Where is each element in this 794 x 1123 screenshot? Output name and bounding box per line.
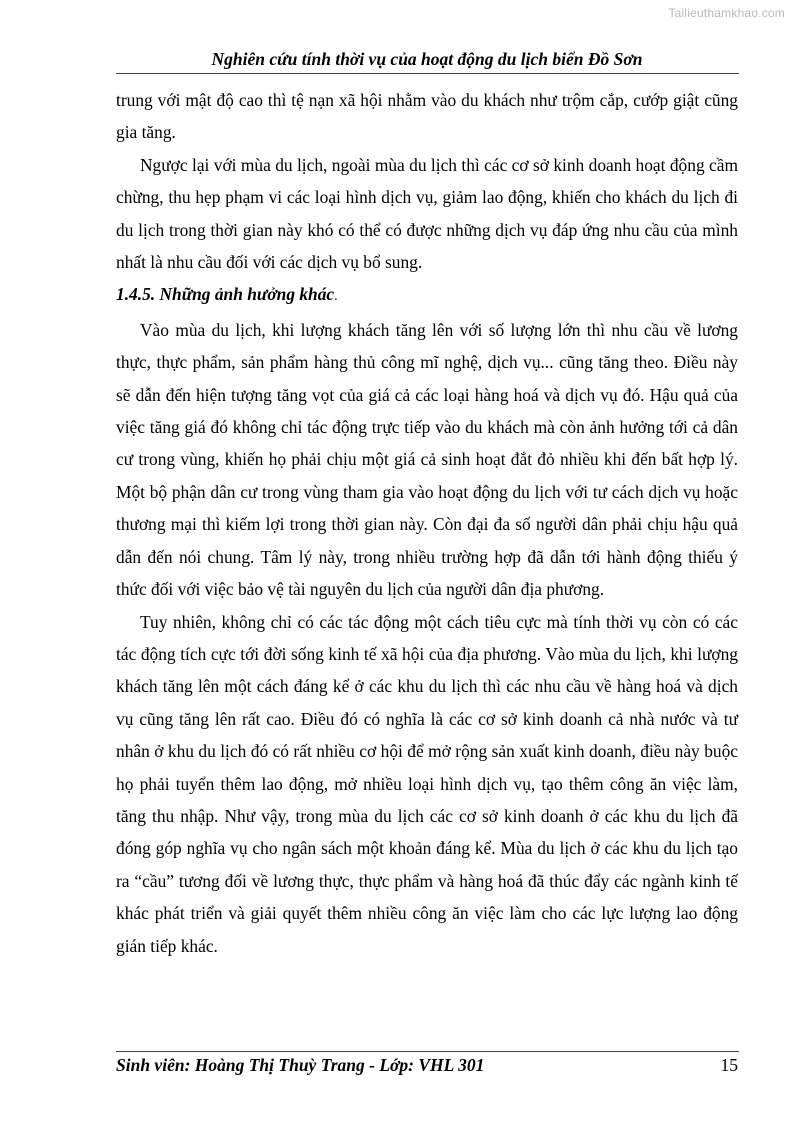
- page-header-title: Nghiên cứu tính thời vụ của hoạt động du lịch biển Đồ Sơn: [211, 49, 643, 69]
- header-divider: [116, 73, 739, 74]
- paragraph-price-impact: Vào mùa du lịch, khi lượng khách tăng lên với số lượng lớn thì nhu cầu về lương thực, thực phẩm, sản phẩm hàng thủ công mĩ nghệ, dịch vụ... cũng tăng theo. Điều này sẽ dẫn đến hiện tượng tăng vọt của giá cả các loại hàng hoá và dịch vụ đó. Hậu quả của việc tăng giá đó không chỉ tác động trực tiếp vào du khách mà còn ảnh hưởng tới cả dân cư trong vùng, khiến họ phải chịu một giá cả sinh hoạt đắt đỏ nhiều khi đến bất hợp lý. Một bộ phận dân cư trong vùng tham gia vào hoạt động du lịch với tư cách dịch vụ hoặc thương mại thì kiếm lợi trong thời gian này. Còn đại đa số người dân phải chịu hậu quả dẫn đến nói chung. Tâm lý này, trong nhiều trường hợp đã dẫn tới hành động thiếu ý thức đối với việc bảo vệ tài nguyên du lịch của người dân địa phương.: [116, 319, 738, 600]
- section-heading-dot: .: [334, 289, 338, 305]
- footer-author: Sinh viên: Hoàng Thị Thuỳ Trang - Lớp: VHL 301: [116, 1055, 485, 1075]
- paragraph-positive-impact: Tuy nhiên, không chỉ có các tác động một cách tiêu cực mà tính thời vụ còn có các tác động tích cực tới đời sống kinh tế xã hội của địa phương. Vào mùa du lịch, khi lượng khách tăng lên một cách đáng kể ở các khu du lịch thì các nhu cầu về hàng hoá và dịch vụ cũng tăng lên rất cao. Điều đó có nghĩa là các cơ sở kinh doanh cả nhà nước và tư nhân ở khu du lịch đó có rất nhiều cơ hội để mở rộng sản xuất kinh doanh, điều này buộc họ phải tuyển thêm lao động, mở nhiều loại hình dịch vụ, tạo thêm công ăn việc làm, tăng thu nhập. Như vậy, trong mùa du lịch các cơ sở kinh doanh ở các khu du lịch đã đóng góp nghĩa vụ cho ngân sách một khoản đáng kể. Mùa du lịch ở các khu du lịch tạo ra “cầu” tương đối về lương thực, thực phẩm và hàng hoá đã thúc đẩy các ngành kinh tế khác phát triển và giải quyết thêm nhiều công ăn việc làm cho các lực lượng lao động gián tiếp khác.: [116, 611, 738, 956]
- paragraph-continuation: trung với mật độ cao thì tệ nạn xã hội nhằm vào du khách như trộm cắp, cướp giật cũng gia tăng.: [116, 90, 738, 143]
- paragraph-off-season: Ngược lại với mùa du lịch, ngoài mùa du lịch thì các cơ sở kinh doanh hoạt động cầm chừng, thu hẹp phạm vi các loại hình dịch vụ, giảm lao động, khiến cho khách du lịch đi du lịch trong thời gian này khó có thể có được những dịch vụ đáp ứng nhu cầu của mình nhất là nhu cầu đối với các dịch vụ bổ sung.: [116, 154, 738, 273]
- document-body: [116, 84, 738, 962]
- page-number: 15: [720, 1055, 738, 1075]
- section-heading: [116, 278, 738, 313]
- footer-divider: [116, 1051, 739, 1052]
- section-heading-text: 1.4.5. Những ảnh hưởng khác: [116, 284, 335, 305]
- watermark: Tailieuthamkhao.com: [668, 6, 785, 20]
